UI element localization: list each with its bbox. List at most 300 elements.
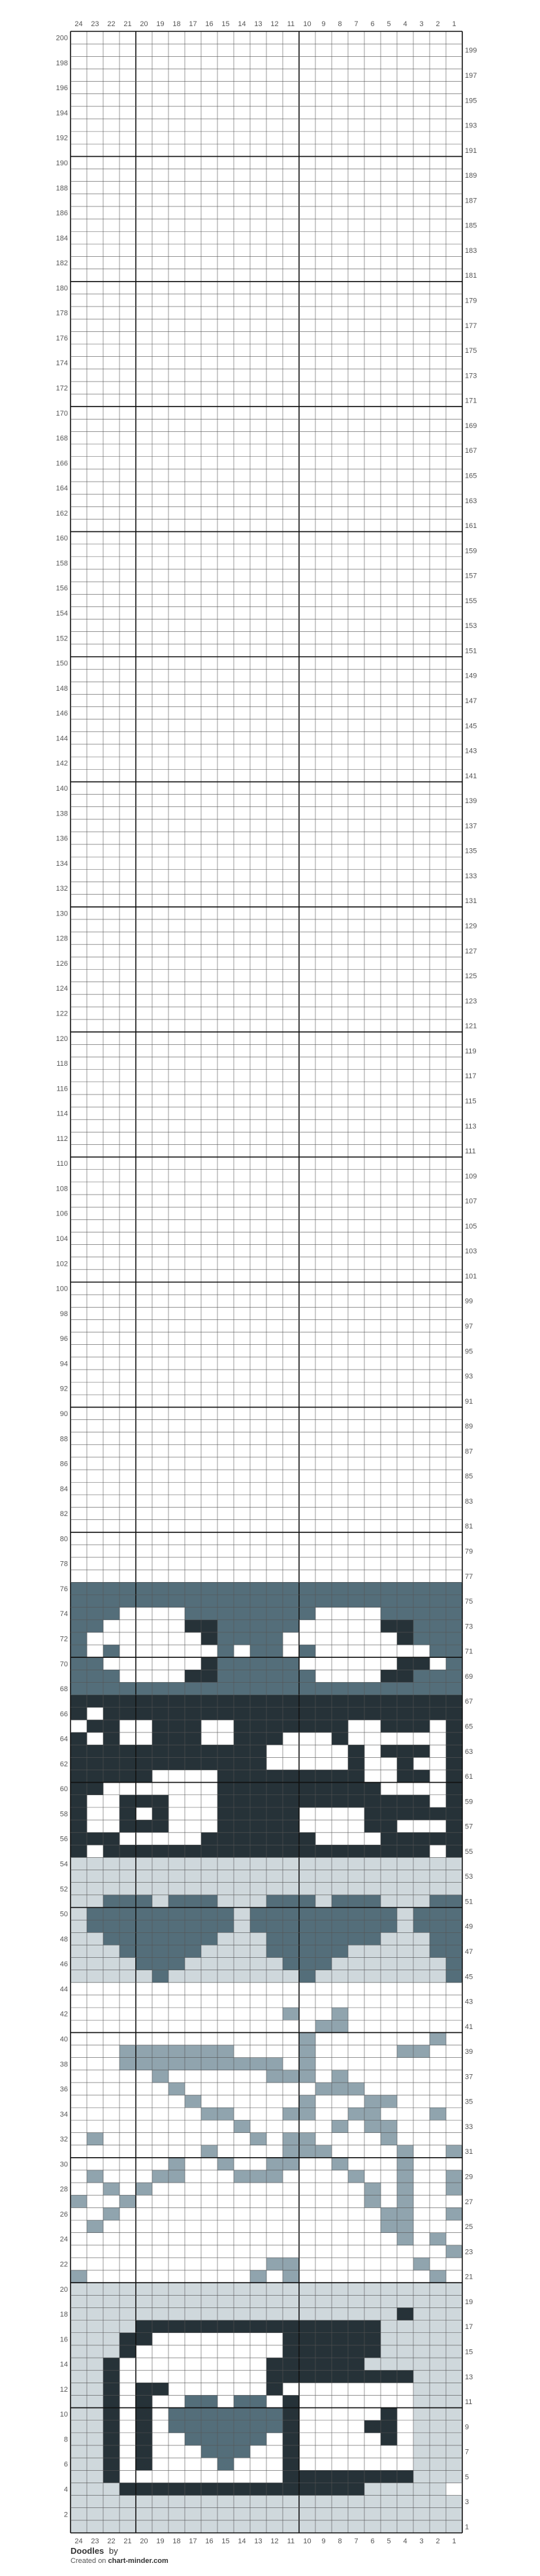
stitch-cell (250, 1883, 266, 1895)
stitch-cell (446, 2183, 462, 2195)
row-number-left: 38 (59, 2060, 68, 2069)
row-number-left: 140 (56, 784, 68, 793)
stitch-cell (283, 2333, 299, 2345)
stitch-cell (397, 1895, 413, 1907)
stitch-cell (71, 1657, 87, 1670)
stitch-cell (413, 2395, 430, 2407)
stitch-cell (446, 1757, 462, 1770)
stitch-cell (397, 2221, 413, 2233)
stitch-cell (315, 1970, 332, 1983)
stitch-cell (217, 1770, 234, 1782)
stitch-cell (283, 1808, 299, 1820)
stitch-cell (315, 2295, 332, 2307)
stitch-cell (315, 1958, 332, 1970)
stitch-cell (234, 1958, 250, 1970)
stitch-cell (71, 2195, 87, 2207)
stitch-cell (430, 1695, 446, 1708)
stitch-cell (250, 1582, 266, 1594)
stitch-cell (71, 1883, 87, 1895)
stitch-cell (185, 2395, 201, 2407)
stitch-cell (185, 1883, 201, 1895)
stitch-cell (413, 1808, 430, 1820)
row-number-left: 164 (56, 484, 68, 493)
stitch-cell (201, 2107, 217, 2120)
stitch-cell (250, 1932, 266, 1945)
stitch-cell (136, 2445, 152, 2458)
stitch-cell (397, 2145, 413, 2158)
stitch-cell (266, 1695, 283, 1708)
stitch-cell (299, 1895, 315, 1907)
stitch-cell (266, 1582, 283, 1594)
stitch-cell (234, 1883, 250, 1895)
stitch-cell (119, 1883, 136, 1895)
stitch-cell (332, 1582, 348, 1594)
stitch-cell (430, 2320, 446, 2333)
stitch-cell (381, 1945, 397, 1957)
column-number-top: 19 (156, 20, 165, 28)
stitch-cell (185, 2095, 201, 2107)
stitch-cell (217, 2508, 234, 2520)
stitch-cell (348, 1857, 364, 1870)
stitch-cell (71, 2358, 87, 2370)
row-number-right: 27 (465, 2198, 473, 2206)
stitch-cell (136, 1795, 152, 1808)
stitch-cell (152, 2307, 168, 2320)
stitch-cell (430, 2420, 446, 2433)
stitch-cell (364, 1820, 381, 1832)
stitch-cell (299, 1857, 315, 1870)
stitch-cell (71, 1958, 87, 1970)
stitch-cell (234, 1770, 250, 1782)
stitch-cell (348, 1682, 364, 1694)
stitch-cell (168, 1920, 185, 1932)
stitch-cell (87, 2333, 103, 2345)
stitch-cell (332, 1720, 348, 1732)
row-number-left: 128 (56, 934, 68, 943)
stitch-cell (217, 2458, 234, 2470)
stitch-cell (103, 2370, 119, 2383)
stitch-cell (217, 1932, 234, 1945)
row-number-right: 43 (465, 1998, 473, 2006)
stitch-cell (201, 1708, 217, 1720)
stitch-cell (446, 1808, 462, 1820)
stitch-cell (71, 1708, 87, 1720)
stitch-cell (266, 1708, 283, 1720)
row-number-right: 83 (465, 1497, 473, 1506)
column-number-bottom: 7 (354, 2537, 358, 2545)
row-number-left: 16 (59, 2336, 68, 2344)
stitch-cell (185, 1907, 201, 1920)
stitch-cell (430, 1883, 446, 1895)
row-number-right: 19 (465, 2298, 473, 2306)
stitch-cell (381, 2283, 397, 2295)
row-number-left: 174 (56, 359, 68, 368)
row-number-left: 178 (56, 309, 68, 318)
stitch-cell (348, 2307, 364, 2320)
stitch-cell (283, 1932, 299, 1945)
stitch-cell (136, 2295, 152, 2307)
stitch-cell (168, 2483, 185, 2495)
stitch-cell (413, 2483, 430, 2495)
stitch-cell (283, 1907, 299, 1920)
stitch-cell (397, 2496, 413, 2508)
stitch-cell (413, 1958, 430, 1970)
stitch-cell (250, 1920, 266, 1932)
stitch-cell (332, 2070, 348, 2083)
stitch-cell (315, 1582, 332, 1594)
row-number-right: 49 (465, 1923, 473, 1931)
stitch-cell (332, 2120, 348, 2132)
stitch-cell (315, 2145, 332, 2158)
row-number-left: 30 (59, 2160, 68, 2169)
stitch-cell (332, 2358, 348, 2370)
stitch-cell (348, 1895, 364, 1907)
row-number-right: 37 (465, 2073, 473, 2081)
stitch-cell (152, 1883, 168, 1895)
stitch-cell (119, 2483, 136, 2495)
stitch-cell (152, 1582, 168, 1594)
stitch-cell (185, 2295, 201, 2307)
stitch-cell (397, 1720, 413, 1732)
stitch-cell (119, 2320, 136, 2333)
stitch-cell (430, 2408, 446, 2420)
stitch-cell (364, 1970, 381, 1983)
stitch-cell (250, 1682, 266, 1694)
stitch-cell (413, 1582, 430, 1594)
stitch-cell (250, 1745, 266, 1757)
stitch-cell (381, 2358, 397, 2370)
credit-site-link[interactable]: chart-minder.com (108, 2557, 168, 2565)
stitch-cell (348, 1757, 364, 1770)
stitch-cell (413, 2458, 430, 2470)
stitch-cell (299, 1682, 315, 1694)
stitch-cell (364, 2283, 381, 2295)
stitch-cell (71, 2496, 87, 2508)
stitch-cell (381, 1895, 397, 1907)
row-number-left: 192 (56, 134, 68, 142)
stitch-cell (299, 1708, 315, 1720)
stitch-cell (201, 1695, 217, 1708)
row-number-left: 74 (59, 1610, 68, 1619)
stitch-cell (430, 1620, 446, 1632)
stitch-cell (397, 1582, 413, 1594)
stitch-cell (364, 2183, 381, 2195)
stitch-cell (397, 2233, 413, 2245)
stitch-cell (430, 1708, 446, 1720)
stitch-cell (217, 1632, 234, 1645)
row-number-left: 142 (56, 759, 68, 768)
stitch-cell (71, 2307, 87, 2320)
stitch-cell (364, 2420, 381, 2433)
row-number-left: 114 (56, 1110, 68, 1118)
row-number-right: 163 (465, 497, 477, 505)
stitch-cell (234, 1720, 250, 1732)
stitch-cell (299, 2283, 315, 2295)
stitch-cell (152, 1708, 168, 1720)
stitch-cell (413, 1845, 430, 1857)
stitch-cell (446, 1845, 462, 1857)
stitch-cell (87, 2470, 103, 2483)
stitch-cell (266, 2058, 283, 2070)
stitch-cell (103, 1695, 119, 1708)
stitch-cell (201, 2320, 217, 2333)
stitch-cell (348, 1920, 364, 1932)
row-number-left: 52 (59, 1885, 68, 1894)
column-number-bottom: 22 (107, 2537, 116, 2545)
stitch-cell (446, 2295, 462, 2307)
stitch-cell (413, 2045, 430, 2058)
row-number-left: 200 (56, 34, 68, 42)
row-number-right: 53 (465, 1873, 473, 1881)
stitch-cell (299, 1595, 315, 1608)
row-number-right: 85 (465, 1472, 473, 1481)
stitch-cell (283, 2133, 299, 2145)
stitch-cell (152, 2483, 168, 2495)
stitch-cell (71, 2370, 87, 2383)
row-number-right: 95 (465, 1347, 473, 1356)
stitch-cell (201, 2496, 217, 2508)
stitch-cell (381, 2307, 397, 2320)
stitch-cell (217, 1608, 234, 1620)
stitch-cell (299, 1582, 315, 1594)
row-number-right: 169 (465, 421, 477, 430)
stitch-cell (103, 1670, 119, 1682)
stitch-cell (430, 2470, 446, 2483)
stitch-cell (364, 1682, 381, 1694)
stitch-cell (413, 2433, 430, 2445)
stitch-cell (217, 1620, 234, 1632)
stitch-cell (201, 2283, 217, 2295)
stitch-cell (201, 1883, 217, 1895)
stitch-cell (234, 2408, 250, 2420)
stitch-cell (315, 2307, 332, 2320)
stitch-cell (250, 2058, 266, 2070)
stitch-cell (446, 1958, 462, 1970)
stitch-cell (201, 2433, 217, 2445)
stitch-cell (71, 2345, 87, 2358)
stitch-cell (446, 2383, 462, 2395)
row-number-left: 72 (59, 1635, 68, 1643)
stitch-cell (168, 2045, 185, 2058)
stitch-cell (119, 1970, 136, 1983)
stitch-cell (299, 2370, 315, 2383)
stitch-cell (119, 2345, 136, 2358)
stitch-cell (381, 2370, 397, 2383)
stitch-cell (315, 1945, 332, 1957)
stitch-cell (364, 2295, 381, 2307)
stitch-cell (381, 1695, 397, 1708)
stitch-cell (250, 1945, 266, 1957)
stitch-cell (119, 1808, 136, 1820)
column-number-bottom: 11 (287, 2537, 295, 2545)
stitch-cell (87, 1757, 103, 1770)
stitch-cell (299, 2307, 315, 2320)
stitch-cell (250, 2395, 266, 2407)
stitch-cell (299, 1608, 315, 1620)
row-number-right: 129 (465, 922, 477, 931)
stitch-cell (397, 1632, 413, 1645)
stitch-cell (381, 1932, 397, 1945)
stitch-cell (234, 1708, 250, 1720)
stitch-cell (87, 1720, 103, 1732)
stitch-cell (71, 2520, 87, 2533)
stitch-cell (234, 2058, 250, 2070)
row-number-right: 31 (465, 2148, 473, 2156)
stitch-cell (413, 1832, 430, 1845)
stitch-cell (430, 2483, 446, 2495)
stitch-cell (413, 2333, 430, 2345)
stitch-cell (136, 2520, 152, 2533)
stitch-cell (250, 2133, 266, 2145)
stitch-cell (397, 2483, 413, 2495)
row-number-right: 193 (465, 122, 477, 130)
stitch-cell (381, 1682, 397, 1694)
row-number-left: 150 (56, 659, 68, 668)
stitch-cell (217, 1645, 234, 1657)
stitch-cell (168, 1845, 185, 1857)
stitch-cell (234, 1970, 250, 1983)
stitch-cell (446, 2283, 462, 2295)
row-number-left: 116 (56, 1085, 68, 1093)
stitch-cell (348, 1932, 364, 1945)
stitch-cell (381, 1720, 397, 1732)
stitch-cell (136, 1870, 152, 1883)
stitch-cell (283, 2345, 299, 2358)
stitch-cell (381, 1595, 397, 1608)
stitch-cell (71, 1870, 87, 1883)
stitch-cell (364, 1808, 381, 1820)
stitch-cell (168, 1945, 185, 1957)
stitch-cell (71, 1645, 87, 1657)
stitch-cell (332, 1945, 348, 1957)
stitch-cell (364, 1595, 381, 1608)
stitch-cell (413, 2470, 430, 2483)
stitch-cell (103, 1708, 119, 1720)
stitch-cell (87, 2307, 103, 2320)
stitch-cell (119, 1895, 136, 1907)
stitch-cell (283, 2358, 299, 2370)
column-number-top: 21 (123, 20, 132, 28)
stitch-cell (217, 1757, 234, 1770)
stitch-cell (103, 2345, 119, 2358)
stitch-cell (201, 2045, 217, 2058)
stitch-cell (348, 1708, 364, 1720)
stitch-cell (381, 1708, 397, 1720)
stitch-cell (266, 1657, 283, 1670)
stitch-cell (185, 1608, 201, 1620)
stitch-cell (446, 1657, 462, 1670)
stitch-cell (283, 2420, 299, 2433)
stitch-cell (152, 1958, 168, 1970)
stitch-cell (446, 2345, 462, 2358)
stitch-cell (332, 1958, 348, 1970)
stitch-cell (119, 2045, 136, 2058)
row-number-left: 10 (59, 2411, 68, 2419)
stitch-cell (103, 1907, 119, 1920)
stitch-cell (152, 1907, 168, 1920)
stitch-cell (201, 1870, 217, 1883)
row-number-left: 182 (56, 259, 68, 268)
chart-title: Doodles (71, 2546, 104, 2556)
row-number-left: 176 (56, 334, 68, 342)
stitch-cell (234, 1608, 250, 1620)
row-number-left: 90 (59, 1410, 68, 1418)
column-number-top: 5 (387, 20, 391, 28)
row-number-left: 144 (56, 735, 68, 743)
stitch-cell (71, 2433, 87, 2445)
stitch-cell (315, 1920, 332, 1932)
stitch-cell (250, 1958, 266, 1970)
stitch-cell (283, 1582, 299, 1594)
row-number-right: 131 (465, 897, 477, 906)
stitch-cell (71, 2445, 87, 2458)
stitch-cell (168, 1932, 185, 1945)
stitch-cell (430, 1958, 446, 1970)
stitch-cell (185, 1745, 201, 1757)
stitch-cell (136, 2383, 152, 2395)
stitch-cell (364, 1708, 381, 1720)
stitch-cell (299, 1695, 315, 1708)
stitch-cell (250, 2420, 266, 2433)
stitch-cell (283, 2295, 299, 2307)
stitch-cell (299, 2520, 315, 2533)
stitch-cell (152, 2520, 168, 2533)
stitch-cell (266, 1632, 283, 1645)
stitch-cell (185, 2320, 201, 2333)
stitch-cell (185, 1757, 201, 1770)
stitch-cell (266, 2370, 283, 2383)
stitch-cell (217, 2295, 234, 2307)
stitch-cell (168, 1732, 185, 1745)
stitch-cell (201, 1857, 217, 1870)
stitch-cell (413, 2370, 430, 2383)
row-number-left: 44 (59, 1985, 68, 1994)
stitch-cell (381, 2408, 397, 2420)
row-number-right: 177 (465, 322, 477, 330)
stitch-cell (250, 1608, 266, 1620)
stitch-cell (397, 2345, 413, 2358)
stitch-cell (397, 1845, 413, 1857)
stitch-cell (103, 1745, 119, 1757)
stitch-cell (332, 2496, 348, 2508)
stitch-cell (71, 1808, 87, 1820)
stitch-cell (397, 1958, 413, 1970)
stitch-cell (283, 2445, 299, 2458)
stitch-cell (430, 1682, 446, 1694)
stitch-cell (234, 2483, 250, 2495)
stitch-cell (185, 2045, 201, 2058)
stitch-cell (103, 2420, 119, 2433)
stitch-cell (332, 2007, 348, 2020)
row-number-right: 9 (465, 2423, 469, 2432)
stitch-cell (152, 1595, 168, 1608)
stitch-cell (446, 1920, 462, 1932)
stitch-cell (266, 1595, 283, 1608)
stitch-cell (413, 1945, 430, 1957)
stitch-cell (413, 1770, 430, 1782)
stitch-cell (234, 2170, 250, 2183)
stitch-cell (234, 2420, 250, 2433)
column-number-bottom: 19 (156, 2537, 165, 2545)
stitch-cell (430, 2370, 446, 2383)
stitch-cell (299, 1932, 315, 1945)
stitch-cell (397, 1745, 413, 1757)
stitch-cell (103, 2358, 119, 2370)
stitch-cell (430, 2395, 446, 2407)
stitch-cell (413, 1632, 430, 1645)
stitch-cell (446, 1832, 462, 1845)
stitch-cell (266, 2408, 283, 2420)
